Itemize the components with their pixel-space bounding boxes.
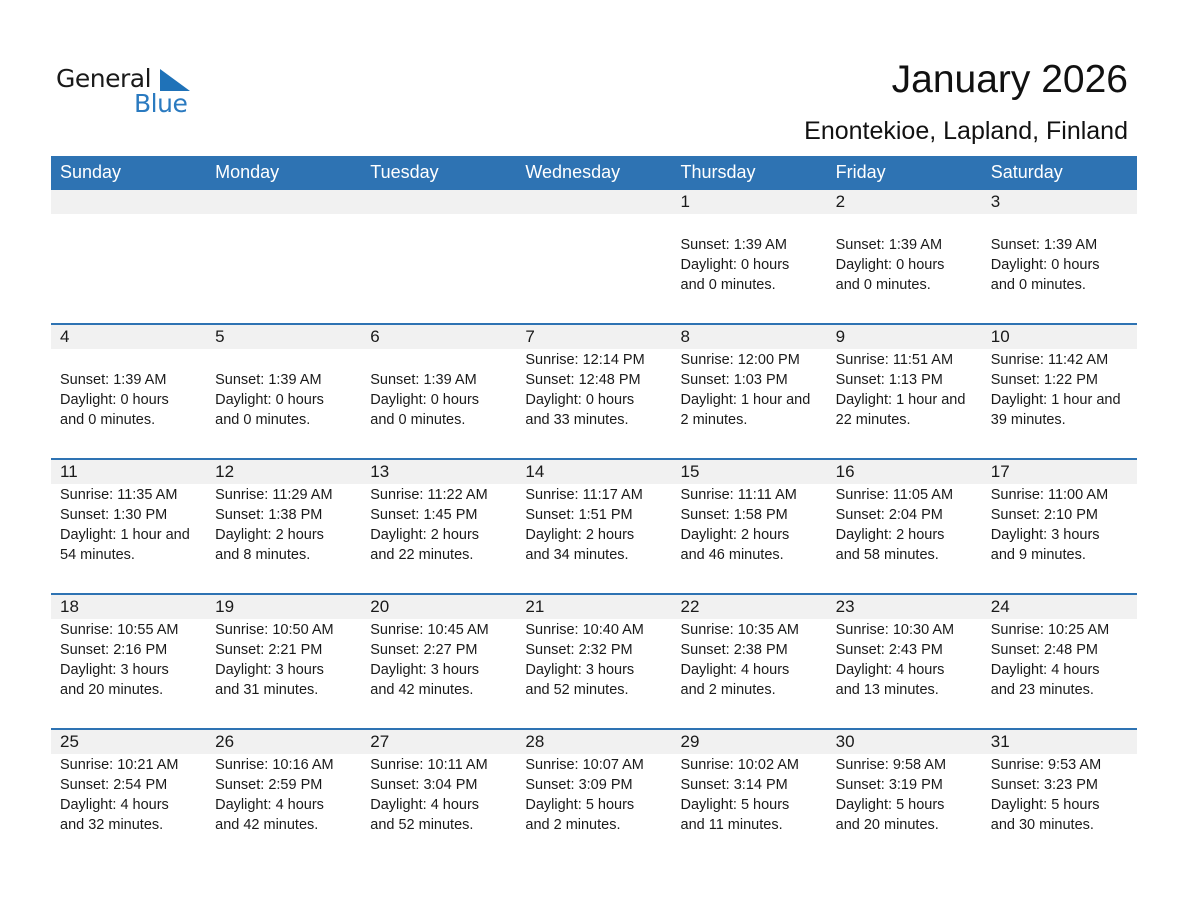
day-number: 10: [990, 327, 1010, 346]
daylight-text: Daylight: 1 hour and: [680, 392, 811, 408]
daylight-text-cont: and 11 minutes.: [680, 817, 783, 833]
sunrise-text: Sunrise: 10:02 AM: [680, 757, 799, 773]
day-number: 14: [525, 462, 545, 481]
daylight-text: Daylight: 4 hours: [835, 662, 945, 678]
date-number-row: [51, 460, 1137, 484]
daylight-text-cont: and 13 minutes.: [835, 682, 939, 698]
sunrise-text: Sunrise: 10:45 AM: [370, 622, 489, 638]
day-number: 2: [835, 192, 846, 211]
sunrise-text: Sunrise: 10:16 AM: [215, 757, 334, 773]
daylight-text-cont: and 20 minutes.: [60, 682, 164, 698]
day-number: 20: [370, 597, 390, 616]
sunrise-text: Sunrise: 12:14 PM: [525, 352, 645, 368]
sunset-text: Sunset: 1:45 PM: [370, 507, 478, 523]
daylight-text-cont: and 46 minutes.: [680, 547, 784, 563]
daylight-text-cont: 22 minutes.: [835, 412, 911, 428]
day-cell: [982, 214, 1137, 323]
day-cell: [361, 484, 516, 593]
sunset-text: Sunset: 2:21 PM: [215, 642, 323, 658]
daylight-text: Daylight: 3 hours: [215, 662, 324, 678]
sunrise-text: Sunrise: 9:58 AM: [835, 757, 947, 773]
daylight-text: Daylight: 1 hour and: [60, 527, 190, 543]
day-number: 9: [835, 327, 846, 346]
daylight-text-cont: and 0 minutes.: [680, 277, 776, 293]
sunset-text: Sunset: 2:38 PM: [680, 642, 788, 658]
week-row: [51, 190, 1137, 323]
sunset-text: Sunset: 2:59 PM: [215, 777, 323, 793]
daylight-text: Daylight: 5 hours: [990, 797, 1100, 813]
day-number: 31: [990, 732, 1010, 751]
sunset-text: Sunset: 2:10 PM: [990, 507, 1098, 523]
day-cell: [206, 619, 361, 728]
daylight-text: Daylight: 0 hours: [990, 257, 1100, 273]
sunset-text: Sunset: 2:32 PM: [525, 642, 633, 658]
sun-info-row: [51, 754, 1137, 863]
daylight-text: Daylight: 0 hours: [525, 392, 635, 408]
day-cell: [827, 349, 982, 458]
weekday-thursday: Thursday: [680, 162, 756, 182]
daylight-text-cont: and 8 minutes.: [215, 547, 311, 563]
weekday-friday: Friday: [835, 162, 886, 182]
day-cell: [982, 754, 1137, 863]
day-number: 25: [60, 732, 79, 751]
day-number: 29: [680, 732, 700, 751]
sunset-text: Sunset: 1:39 AM: [835, 237, 943, 253]
daylight-text: Daylight: 2 hours: [835, 527, 945, 543]
daylight-text-cont: and 22 minutes.: [370, 547, 474, 563]
daylight-text-cont: 54 minutes.: [60, 547, 135, 563]
daylight-text: Daylight: 4 hours: [680, 662, 790, 678]
sunset-text: Sunset: 3:23 PM: [990, 777, 1098, 793]
day-cell: [51, 349, 206, 458]
logo-text-blue: Blue: [134, 89, 188, 118]
daylight-text-cont: and 33 minutes.: [525, 412, 629, 428]
day-number: [361, 190, 516, 214]
sunset-text: Sunset: 1:51 PM: [525, 507, 633, 523]
sunrise-text: Sunrise: 11:29 AM: [215, 487, 333, 503]
weekday-tuesday: Tuesday: [370, 162, 439, 182]
sunset-text: Sunset: 1:03 PM: [680, 372, 788, 388]
daylight-text: Daylight: 5 hours: [680, 797, 790, 813]
week-row: [51, 458, 1137, 593]
sunset-text: Sunset: 2:43 PM: [835, 642, 943, 658]
day-cell: [51, 484, 206, 593]
daylight-text: Daylight: 2 hours: [525, 527, 635, 543]
daylight-text: Daylight: 0 hours: [215, 392, 324, 408]
location-subtitle: Enontekioe, Lapland, Finland: [804, 117, 1128, 145]
daylight-text-cont: and 0 minutes.: [990, 277, 1086, 293]
weekday-sunday: Sunday: [60, 162, 122, 182]
day-cell: [361, 754, 516, 863]
weeks-container: [51, 190, 1137, 863]
sunset-text: Sunset: 2:16 PM: [60, 642, 168, 658]
sunset-text: Sunset: 3:14 PM: [680, 777, 788, 793]
daylight-text: Daylight: 4 hours: [215, 797, 324, 813]
day-cell: [827, 214, 982, 323]
day-number: 11: [60, 462, 78, 481]
sunset-text: Sunset: 1:39 AM: [990, 237, 1098, 253]
day-number: 19: [215, 597, 235, 616]
daylight-text-cont: and 58 minutes.: [835, 547, 939, 563]
sunrise-text: Sunrise: 10:40 AM: [525, 622, 644, 638]
daylight-text: Daylight: 4 hours: [370, 797, 480, 813]
daylight-text: Daylight: 1 hour and: [990, 392, 1121, 408]
daylight-text-cont: and 0 minutes.: [60, 412, 156, 428]
sunrise-text: Sunrise: 10:55 AM: [60, 622, 179, 638]
sunset-text: Sunset: 3:09 PM: [525, 777, 633, 793]
sunset-text: Sunset: 1:58 PM: [680, 507, 788, 523]
day-number: 17: [990, 462, 1010, 481]
sunset-text: Sunset: 1:38 PM: [215, 507, 323, 523]
daylight-text-cont: and 9 minutes.: [990, 547, 1086, 563]
calendar-grid: [51, 156, 1137, 863]
sun-info-row: [51, 214, 1137, 323]
date-number-row: [51, 190, 1137, 214]
sunset-text: Sunset: 1:39 AM: [680, 237, 787, 253]
day-cell: [51, 619, 206, 728]
weekday-monday: Monday: [215, 162, 280, 182]
daylight-text: Daylight: 4 hours: [990, 662, 1100, 678]
day-number: 21: [525, 597, 545, 616]
daylight-text-cont: and 0 minutes.: [370, 412, 466, 428]
daylight-text-cont: and 52 minutes.: [370, 817, 474, 833]
daylight-text: Daylight: 0 hours: [835, 257, 945, 273]
daylight-text: Daylight: 3 hours: [60, 662, 169, 678]
sunset-text: Sunset: 1:39 AM: [215, 372, 322, 388]
logo-triangle-icon: [160, 69, 190, 91]
day-number: 23: [835, 597, 855, 616]
day-cell: [51, 214, 206, 323]
sun-info-row: [51, 349, 1137, 458]
day-cell: [982, 484, 1137, 593]
daylight-text-cont: and 42 minutes.: [215, 817, 319, 833]
week-row: [51, 728, 1137, 863]
day-cell: [672, 484, 827, 593]
sunrise-text: Sunrise: 11:17 AM: [525, 487, 643, 503]
daylight-text-cont: and 52 minutes.: [525, 682, 629, 698]
day-number: 12: [215, 462, 235, 481]
sunset-text: Sunset: 2:04 PM: [835, 507, 943, 523]
daylight-text: Daylight: 0 hours: [60, 392, 169, 408]
day-cell: [827, 754, 982, 863]
sunset-text: Sunset: 2:27 PM: [370, 642, 478, 658]
day-cell: [206, 349, 361, 458]
daylight-text-cont: and 34 minutes.: [525, 547, 629, 563]
sunset-text: Sunset: 3:19 PM: [835, 777, 943, 793]
daylight-text: Daylight: 3 hours: [525, 662, 635, 678]
daylight-text: Daylight: 0 hours: [680, 257, 790, 273]
sunrise-text: Sunrise: 11:35 AM: [60, 487, 178, 503]
daylight-text-cont: and 20 minutes.: [835, 817, 939, 833]
daylight-text: Daylight: 2 hours: [215, 527, 324, 543]
week-row: [51, 323, 1137, 458]
sunrise-text: Sunrise: 11:51 AM: [835, 352, 954, 368]
day-number: [516, 190, 671, 214]
day-cell: [516, 619, 671, 728]
weekday-wednesday: Wednesday: [525, 162, 621, 182]
day-cell: [672, 754, 827, 863]
day-cell: [361, 214, 516, 323]
day-cell: [206, 754, 361, 863]
day-cell: [827, 484, 982, 593]
day-cell: [672, 619, 827, 728]
daylight-text: Daylight: 1 hour and: [835, 392, 966, 408]
day-cell: [361, 349, 516, 458]
sunrise-text: Sunrise: 11:42 AM: [990, 352, 1109, 368]
sun-info-row: [51, 619, 1137, 728]
day-number: 1: [680, 192, 690, 211]
sunrise-text: Sunrise: 10:25 AM: [990, 622, 1110, 638]
daylight-text-cont: and 30 minutes.: [990, 817, 1094, 833]
day-number: 30: [835, 732, 855, 751]
day-cell: [361, 619, 516, 728]
day-number: 16: [835, 462, 855, 481]
sunrise-text: Sunrise: 10:11 AM: [370, 757, 488, 773]
sunset-text: Sunset: 1:13 PM: [835, 372, 943, 388]
day-number: 24: [990, 597, 1010, 616]
day-cell: [516, 484, 671, 593]
day-number: 27: [370, 732, 390, 751]
daylight-text-cont: and 2 minutes.: [525, 817, 621, 833]
daylight-text: Daylight: 3 hours: [990, 527, 1100, 543]
day-cell: [516, 349, 671, 458]
day-cell: [516, 754, 671, 863]
day-number: 18: [60, 597, 79, 616]
week-row: [51, 593, 1137, 728]
daylight-text-cont: and 32 minutes.: [60, 817, 164, 833]
sunrise-text: Sunrise: 10:35 AM: [680, 622, 799, 638]
sunset-text: Sunset: 2:48 PM: [990, 642, 1098, 658]
daylight-text-cont: and 0 minutes.: [215, 412, 311, 428]
daylight-text-cont: and 31 minutes.: [215, 682, 319, 698]
page-title: January 2026: [891, 58, 1128, 101]
day-number: [206, 190, 361, 214]
sunrise-text: Sunrise: 11:05 AM: [835, 487, 954, 503]
daylight-text: Daylight: 3 hours: [370, 662, 480, 678]
day-cell: [982, 619, 1137, 728]
brand-logo: [56, 64, 196, 120]
day-cell: [206, 214, 361, 323]
day-number: 22: [680, 597, 700, 616]
day-cell: [516, 214, 671, 323]
day-number: 28: [525, 732, 545, 751]
daylight-text-cont: and 2 minutes.: [680, 682, 776, 698]
daylight-text-cont: and 0 minutes.: [835, 277, 931, 293]
daylight-text-cont: and 23 minutes.: [990, 682, 1094, 698]
day-number: 8: [680, 327, 690, 346]
day-number: 5: [215, 327, 225, 346]
sunrise-text: Sunrise: 10:07 AM: [525, 757, 644, 773]
daylight-text: Daylight: 4 hours: [60, 797, 169, 813]
day-cell: [51, 754, 206, 863]
daylight-text: Daylight: 2 hours: [370, 527, 480, 543]
day-cell: [672, 214, 827, 323]
sun-info-row: [51, 484, 1137, 593]
sunrise-text: Sunrise: 12:00 PM: [680, 352, 800, 368]
day-number: 6: [370, 327, 380, 346]
sunrise-text: Sunrise: 11:00 AM: [990, 487, 1109, 503]
weekday-header: [51, 156, 1137, 190]
day-number: 7: [525, 327, 535, 346]
daylight-text: Daylight: 5 hours: [525, 797, 635, 813]
sunset-text: Sunset: 12:48 PM: [525, 372, 641, 388]
sunset-text: Sunset: 1:39 AM: [370, 372, 477, 388]
sunrise-text: Sunrise: 10:21 AM: [60, 757, 179, 773]
day-number: 4: [60, 327, 70, 346]
day-number: [51, 190, 206, 214]
day-cell: [206, 484, 361, 593]
sunset-text: Sunset: 3:04 PM: [370, 777, 478, 793]
sunrise-text: Sunrise: 11:11 AM: [680, 487, 797, 503]
weekday-saturday: Saturday: [990, 162, 1063, 182]
date-number-row: [51, 730, 1137, 754]
date-number-row: [51, 595, 1137, 619]
day-cell: [982, 349, 1137, 458]
day-number: 15: [680, 462, 700, 481]
daylight-text-cont: 2 minutes.: [680, 412, 748, 428]
day-cell: [827, 619, 982, 728]
daylight-text-cont: 39 minutes.: [990, 412, 1066, 428]
sunset-text: Sunset: 2:54 PM: [60, 777, 168, 793]
sunrise-text: Sunrise: 10:50 AM: [215, 622, 334, 638]
sunrise-text: Sunrise: 11:22 AM: [370, 487, 488, 503]
daylight-text-cont: and 42 minutes.: [370, 682, 474, 698]
day-number: 3: [990, 192, 1001, 211]
sunset-text: Sunset: 1:22 PM: [990, 372, 1098, 388]
logo-text-general: General: [56, 64, 152, 93]
sunrise-text: Sunrise: 9:53 AM: [990, 757, 1102, 773]
sunset-text: Sunset: 1:30 PM: [60, 507, 168, 523]
daylight-text: Daylight: 5 hours: [835, 797, 945, 813]
day-number: 13: [370, 462, 390, 481]
date-number-row: [51, 325, 1137, 349]
sunrise-text: Sunrise: 10:30 AM: [835, 622, 955, 638]
day-cell: [672, 349, 827, 458]
daylight-text: Daylight: 2 hours: [680, 527, 790, 543]
daylight-text: Daylight: 0 hours: [370, 392, 480, 408]
sunset-text: Sunset: 1:39 AM: [60, 372, 167, 388]
day-number: 26: [215, 732, 235, 751]
